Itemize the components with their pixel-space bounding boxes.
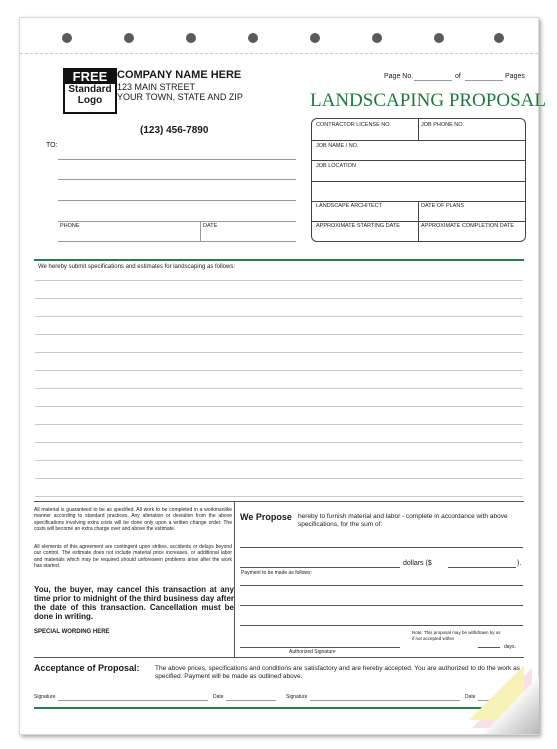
we-propose-heading: We Propose <box>240 512 292 522</box>
to-line[interactable] <box>58 200 296 201</box>
spec-line[interactable] <box>35 334 523 335</box>
form-title: LANDSCAPING PROPOSAL <box>310 90 546 111</box>
to-line[interactable] <box>58 179 296 180</box>
page-total-field[interactable] <box>465 80 503 81</box>
signature-line-1[interactable] <box>58 700 208 701</box>
terms-paragraph-1: All material is guaranteed to be as specified. All work to be completed in a workmanlike manner according to standard practices. Any alteration or deviation from the above specifications involving extra costs will be done only upon a written change order. The costs will become an extra charge over and above the estimate. <box>34 507 232 533</box>
date-of-plans-label: DATE OF PLANS <box>421 203 464 209</box>
acceptance-heading: Acceptance of Proposal: <box>34 663 140 673</box>
section-divider <box>34 501 524 502</box>
company-logo <box>63 68 117 114</box>
binder-hole <box>248 33 258 43</box>
logo-free-text: FREE <box>65 70 115 84</box>
spec-line[interactable] <box>35 442 523 443</box>
job-location-label: JOB LOCATION <box>316 163 356 169</box>
payment-line[interactable] <box>240 585 523 586</box>
to-line[interactable] <box>58 159 296 160</box>
vertical-divider <box>234 501 235 657</box>
spec-line[interactable] <box>35 388 523 389</box>
spec-line[interactable] <box>35 424 523 425</box>
company-street: 123 MAIN STREET <box>117 82 196 92</box>
perforation-line <box>20 53 538 54</box>
dollars-label: dollars ($ <box>403 560 432 567</box>
signature-label-1: Signature <box>34 694 56 700</box>
landscape-architect-label: LANDSCAPE ARCHITECT <box>316 203 383 209</box>
amount-field[interactable] <box>448 567 516 568</box>
spec-line[interactable] <box>35 460 523 461</box>
we-propose-text: hereby to furnish material and labor - complete in accordance with above specifications, for the sum of: <box>298 513 508 528</box>
spec-line[interactable] <box>35 406 523 407</box>
page-no-field[interactable] <box>414 80 452 81</box>
signature-line-2[interactable] <box>310 700 460 701</box>
company-city: YOUR TOWN, STATE AND ZIP <box>117 92 243 102</box>
binder-hole <box>372 33 382 43</box>
payment-label: Payment to be made as follows: <box>241 570 312 576</box>
submit-text: We hereby submit specifications and estimates for landscaping as follows: <box>38 264 235 270</box>
date-label-1: Date <box>213 694 224 700</box>
contractor-license-label: CONTRACTOR LICENSE NO. <box>316 122 392 128</box>
date-line-1[interactable] <box>226 700 276 701</box>
phone-date-line[interactable] <box>58 241 296 242</box>
proposal-form-sheet <box>19 17 546 735</box>
of-label: of <box>455 73 461 80</box>
date-label: DATE <box>203 223 218 229</box>
authorized-signature-line[interactable] <box>240 647 400 648</box>
phone-label: PHONE <box>60 223 80 229</box>
job-info-box <box>311 118 526 242</box>
phone-date-divider <box>200 221 201 241</box>
logo-standard-text: Standard <box>68 84 112 95</box>
withdraw-note-text: Note: This proposal may be withdrawn by us if not accepted within <box>412 630 501 641</box>
payment-line[interactable] <box>240 625 523 626</box>
authorized-signature-label: Authorized Signature <box>289 649 336 655</box>
company-phone: (123) 456-7890 <box>140 125 209 136</box>
binder-hole <box>124 33 134 43</box>
pages-label: Pages <box>505 73 525 80</box>
acceptance-divider <box>34 657 524 658</box>
green-rule-top <box>34 259 524 261</box>
approx-start-label: APPROXIMATE STARTING DATE <box>316 223 400 229</box>
green-rule-bottom <box>34 707 524 709</box>
amount-words-line[interactable] <box>240 567 400 568</box>
date-label-2: Date <box>465 694 476 700</box>
binder-hole <box>62 33 72 43</box>
withdraw-note <box>412 630 502 641</box>
spec-line[interactable] <box>35 298 523 299</box>
days-label: days. <box>504 644 516 650</box>
to-label: TO: <box>46 142 58 149</box>
cancellation-notice: You, the buyer, may cancel this transaction at any time prior to midnight of the third business day after the date of this transaction. Cancellation must be done in writing. <box>34 585 234 621</box>
spec-line[interactable] <box>35 316 523 317</box>
amount-close: ). <box>517 560 522 567</box>
payment-line[interactable] <box>240 605 523 606</box>
spec-line[interactable] <box>35 370 523 371</box>
binder-hole <box>434 33 444 43</box>
binder-hole <box>186 33 196 43</box>
company-name: COMPANY NAME HERE <box>117 69 242 81</box>
signature-label-2: Signature <box>286 694 308 700</box>
binder-hole <box>310 33 320 43</box>
binder-hole <box>494 33 504 43</box>
logo-logo-text: Logo <box>77 95 103 106</box>
terms-paragraph-2: All elements of this agreement are contingent upon strikes, accidents or delays beyond our control. The estimate does not include material price increases, or additional labor and materials which may be required should unforeseen problems arise after the work has started. <box>34 544 232 570</box>
spec-line[interactable] <box>35 280 523 281</box>
page-no-label: Page No. <box>384 73 414 80</box>
job-name-label: JOB NAME / NO. <box>316 143 359 149</box>
approx-completion-label: APPROXIMATE COMPLETION DATE <box>421 223 515 229</box>
spec-line[interactable] <box>35 496 523 497</box>
days-field[interactable] <box>478 647 500 648</box>
sum-line[interactable] <box>240 547 523 548</box>
to-line[interactable] <box>58 221 296 222</box>
special-wording: SPECIAL WORDING HERE <box>34 629 110 635</box>
job-phone-label: JOB PHONE NO. <box>421 122 465 128</box>
spec-line[interactable] <box>35 478 523 479</box>
spec-line[interactable] <box>35 352 523 353</box>
acceptance-text: The above prices, specifications and conditions are satisfactory and are hereby accepted. You are authorized to do the work as specified. Payment will be made as outlined above. <box>155 665 520 680</box>
